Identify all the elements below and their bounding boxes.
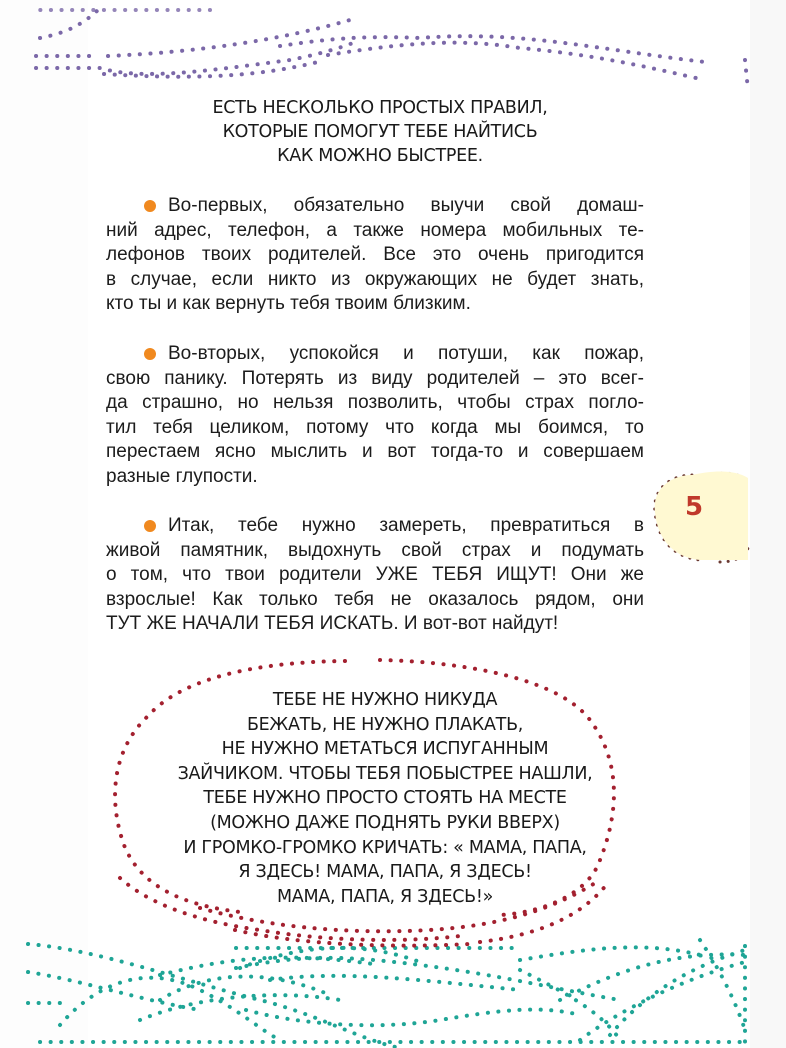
callout-box: [130, 688, 640, 909]
section-heading: [110, 96, 650, 168]
heading-line: ЕСТЬ НЕСКОЛЬКО ПРОСТЫХ ПРАВИЛ,: [212, 98, 548, 118]
callout-line: БЕЖАТЬ, НЕ НУЖНО ПЛАКАТЬ,: [246, 714, 524, 735]
top-dotted-waves: [36, 8, 748, 90]
paragraph-line: свою панику. Потерять из виду родителей – это всег-: [106, 367, 644, 389]
callout-line: И ГРОМКО-ГРОМКО КРИЧАТЬ: « МАМА, ПАПА,: [183, 837, 587, 858]
paragraph-line: взрослые! Как только тебя не оказалось рядом, они: [106, 588, 644, 610]
heading-line: КАК МОЖНО БЫСТРЕЕ.: [277, 146, 483, 166]
paragraph-line: лефонов твоих родителей. Все это очень пригодится: [106, 244, 644, 266]
paragraph-first: [106, 194, 644, 317]
paragraph-line: о том, что твои родители УЖЕ ТЕБЯ ИЩУТ! Они же: [106, 564, 644, 586]
callout-line: МАМА, ПАПА, Я ЗДЕСЬ!»: [277, 886, 493, 907]
paragraph-line: ний адрес, телефон, а также номера мобильных те-: [106, 219, 644, 241]
callout-line: ТЕБЕ НУЖНО ПРОСТО СТОЯТЬ НА МЕСТЕ: [203, 788, 567, 809]
callout-line: Я ЗДЕСЬ! МАМА, ПАПА, Я ЗДЕСЬ!: [238, 862, 532, 883]
paragraph-line: Во-первых, обязательно выучи свой домаш-: [168, 195, 644, 216]
paragraph-line: кто ты и как вернуть тебя твоим близким.: [106, 293, 471, 315]
bullet-dot-icon: [144, 200, 156, 212]
paragraph-line: разные глупости.: [106, 465, 258, 487]
paragraph-third: [106, 514, 644, 637]
bottom-dotted-waves: [28, 940, 750, 1048]
paragraph-line: перестаем ясно мыслить и вот тогда-то и совершаем: [106, 441, 644, 463]
paragraph-second: [106, 342, 644, 490]
bullet-dot-icon: [144, 520, 156, 532]
bullet-dot-icon: [144, 348, 156, 360]
callout-line: ЗАЙЧИКОМ. ЧТОБЫ ТЕБЯ ПОБЫСТРЕЕ НАШЛИ,: [177, 763, 593, 784]
callout-line: НЕ НУЖНО МЕТАТЬСЯ ИСПУГАННЫМ: [221, 739, 549, 760]
paragraph-line: ТУТ ЖЕ НАЧАЛИ ТЕБЯ ИСКАТЬ. И вот-вот найдут!: [106, 613, 559, 635]
heading-line: КОТОРЫЕ ПОМОГУТ ТЕБЕ НАЙТИСЬ: [222, 122, 538, 142]
paragraph-line: живой памятник, выдохнуть свой страх и подумать: [106, 539, 644, 561]
page-number: 5: [684, 492, 704, 522]
paragraph-line: да страшно, но нельзя позволить, чтобы страх погло-: [106, 392, 644, 414]
paragraph-line: Итак, тебе нужно замереть, превратиться в: [168, 515, 644, 536]
paragraph-line: тил тебя целиком, потому что когда мы боимся, то: [106, 416, 644, 438]
paragraph-line: в случае, если никто из окружающих не будет знать,: [106, 268, 644, 290]
callout-line: (МОЖНО ДАЖЕ ПОДНЯТЬ РУКИ ВВЕРХ): [210, 812, 560, 833]
callout-line: ТЕБЕ НЕ НУЖНО НИКУДА: [272, 690, 498, 710]
paragraph-line: Во-вторых, успокойся и потуши, как пожар,: [168, 343, 644, 364]
